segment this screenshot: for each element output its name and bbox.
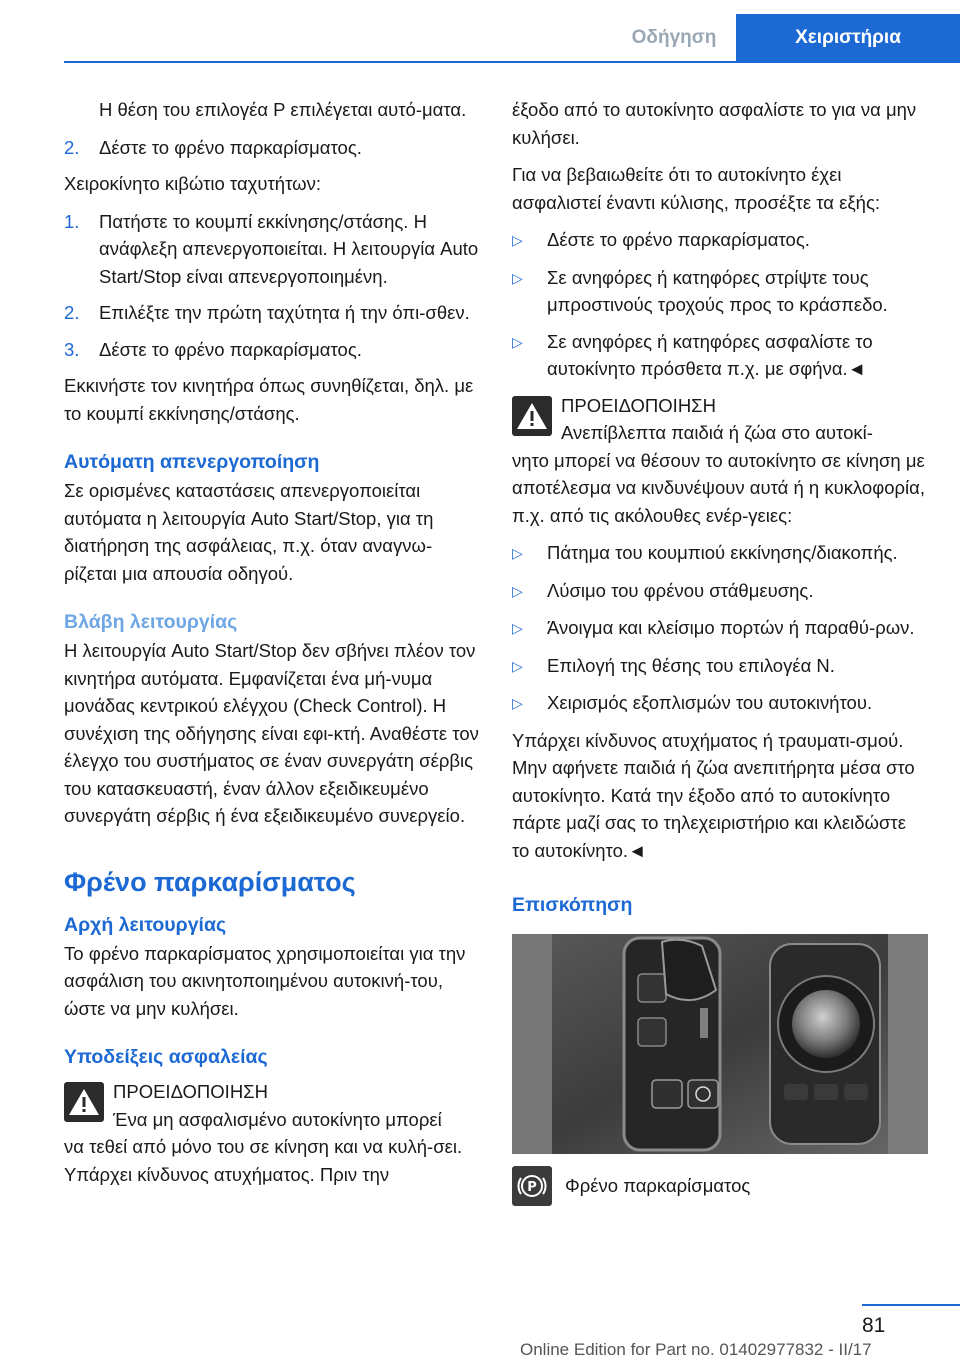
- warning-triangle-icon: [512, 396, 552, 436]
- left-column: [64, 96, 480, 1198]
- warning-text: νητο μπορεί να θέσουν το αυτοκίνητο σε κίνηση με αποτέλεσμα να κινδυνέψουν αυτά ή η κυκλοφορία, π.χ. από τις ακόλουθες ενέρ‐γειες:: [512, 449, 925, 526]
- item-text: Πατήστε το κουμπί εκκίνησης/στάσης. Η ανάφλεξη απενεργοποιείται. Η λειτουργία Auto Start/Stop είναι απενεργοποιημένη.: [99, 210, 479, 287]
- item-number: 3.: [64, 338, 80, 360]
- item-number: 2.: [64, 136, 80, 158]
- header-bar: [0, 0, 960, 62]
- list-item: [512, 577, 928, 606]
- paragraph: Για να βεβαιωθείτε ότι το αυτοκίνητο έχει ασφαλιστεί έναντι κύλισης, προσέξτε τα εξής:: [512, 164, 880, 213]
- heading-malfunction: Βλάβη λειτουργίας: [64, 611, 238, 633]
- section-title: Φρένο παρκαρίσματος: [64, 866, 356, 897]
- warning-block: [64, 1078, 480, 1188]
- footer-rule: [862, 1304, 960, 1306]
- tab-driving[interactable]: Οδήγηση: [631, 27, 717, 48]
- list-item: [512, 264, 928, 319]
- paragraph: Χειροκίνητο κιβώτιο ταχυτήτων:: [64, 173, 321, 194]
- parking-brake-icon: [512, 1166, 552, 1206]
- item-text: Άνοιγμα και κλείσιμο πορτών ή παραθύ‐ρων.: [547, 617, 915, 638]
- heading-overview: Επισκόπηση: [512, 894, 633, 916]
- paragraph: Υπάρχει κίνδυνος ατυχήματος ή τραυματι‐σμού. Μην αφήνετε παιδιά ή ζώα ανεπιτήρητα μέσα στο αυτοκίνητο. Κατά την έξοδο από το αυτοκίνητο πάρτε μαζί σας το τηλεχειριστήριο και κλειδώστε το αυτοκίνητο.◄: [512, 729, 915, 861]
- warning-text: Ανεπίβλεπτα παιδιά ή ζώα στο αυτοκί‐: [561, 422, 873, 443]
- item-text: Χειρισμός εξοπλισμών του αυτοκινήτου.: [547, 692, 873, 713]
- triangle-bullet-icon: ▷: [512, 333, 523, 350]
- heading-principle: Αρχή λειτουργίας: [64, 913, 227, 936]
- list-item: [512, 328, 928, 383]
- list-item: [512, 539, 928, 568]
- paragraph: έξοδο από το αυτοκίνητο ασφαλίστε το για να μην κυλήσει.: [512, 99, 917, 148]
- page-number: 81: [862, 1314, 886, 1337]
- tab-controls[interactable]: Χειριστήρια: [736, 14, 960, 62]
- paragraph: Η λειτουργία Auto Start/Stop δεν σβήνει πλέον τον κινητήρα αυτόματα. Εμφανίζεται ένα μή‐νυμα μονάδας κεντρικού ελέγχου (Check Control). Η συνέχιση της οδήγησης είναι εφι‐κτή. Αναθέστε τον έλεγχο του συστήματος σε έναν συνεργάτη σέρβις του κατασκευαστή, έναν άλλον εξειδικευμένο συνεργάτη σέρβις ή ένα εξειδικευμένο συνεργείο.: [64, 640, 479, 826]
- triangle-bullet-icon: ▷: [512, 269, 523, 286]
- item-text: Πάτημα του κουμπιού εκκίνησης/διακοπής.: [547, 542, 898, 563]
- paragraph: Το φρένο παρκαρίσματος χρησιμοποιείται για την ασφάλιση του ακινητοποιημένου αυτοκινή‐του, ώστε να μην κυλήσει.: [64, 942, 466, 1019]
- parking-brake-console-photo: [512, 934, 928, 1154]
- triangle-bullet-icon: ▷: [512, 232, 523, 248]
- list-item: [512, 614, 928, 643]
- warning-triangle-icon: [64, 1082, 104, 1122]
- paragraph: Η θέση του επιλογέα P επιλέγεται αυτό‐ματα.: [99, 99, 467, 120]
- svg-text:P: P: [527, 1180, 537, 1195]
- item-number: 1.: [64, 210, 80, 232]
- triangle-bullet-icon: ▷: [512, 545, 523, 561]
- right-column: [512, 96, 928, 1206]
- warning-block: [512, 392, 928, 530]
- item-text: Επιλέξτε την πρώτη ταχύτητα ή την όπι‐σθεν.: [99, 302, 470, 323]
- heading-auto-deactivation: Αυτόματη απενεργοποίηση: [64, 451, 320, 473]
- item-text: Δέστε το φρένο παρκαρίσματος.: [547, 229, 810, 250]
- edition-footer: Online Edition for Part no. 01402977832 - II/17: [520, 1340, 872, 1359]
- caption-text: Φρένο παρκαρίσματος: [565, 1175, 751, 1197]
- warning-text: να τεθεί από μόνο του σε κίνηση και να κυλή‐σει. Υπάρχει κίνδυνος ατυχήματος. Πριν την: [64, 1136, 463, 1185]
- warning-label: ΠΡΟΕΙΔΟΠΟΙΗΣΗ: [561, 394, 716, 416]
- item-text: Λύσιμο του φρένου στάθμευσης.: [547, 579, 814, 601]
- paragraph: Εκκινήστε τον κινητήρα όπως συνηθίζεται, δηλ. με το κουμπί εκκίνησης/στάσης.: [64, 375, 474, 424]
- item-text: Επιλογή της θέσης του επιλογέα N.: [547, 654, 835, 676]
- warning-label: ΠΡΟΕΙΔΟΠΟΙΗΣΗ: [113, 1081, 268, 1102]
- list-item: [512, 652, 928, 681]
- triangle-bullet-icon: ▷: [512, 657, 523, 674]
- list-item: [512, 226, 928, 255]
- list-item: [512, 689, 928, 718]
- list-item: [64, 336, 480, 364]
- item-text: Σε ανηφόρες ή κατηφόρες ασφαλίστε το αυτοκίνητο πρόσθετα π.χ. με σφήνα.◄: [547, 330, 873, 379]
- heading-safety: Υποδείξεις ασφαλείας: [64, 1046, 268, 1068]
- list-item: [64, 299, 480, 327]
- list-item: [64, 208, 480, 291]
- triangle-bullet-icon: ▷: [512, 582, 523, 599]
- figure-caption: [512, 1166, 928, 1206]
- list-item: [64, 134, 480, 162]
- item-number: 2.: [64, 302, 80, 323]
- header-rule: [64, 61, 960, 63]
- paragraph: Σε ορισμένες καταστάσεις απενεργοποιείται αυτόματα η λειτουργία Auto Start/Stop, για τη διατήρηση της ασφάλειας, π.χ. όταν αναγνω‐ρίζεται μια απουσία οδηγού.: [64, 480, 434, 584]
- item-text: Δέστε το φρένο παρκαρίσματος.: [99, 338, 362, 360]
- warning-text: Ένα μη ασφαλισμένο αυτοκίνητο μπορεί: [113, 1108, 442, 1130]
- triangle-bullet-icon: ▷: [512, 695, 523, 711]
- item-text: Σε ανηφόρες ή κατηφόρες στρίψτε τους μπροστινούς τροχούς προς το κράσπεδο.: [547, 266, 888, 315]
- triangle-bullet-icon: ▷: [512, 620, 523, 636]
- item-text: Δέστε το φρένο παρκαρίσματος.: [99, 136, 362, 158]
